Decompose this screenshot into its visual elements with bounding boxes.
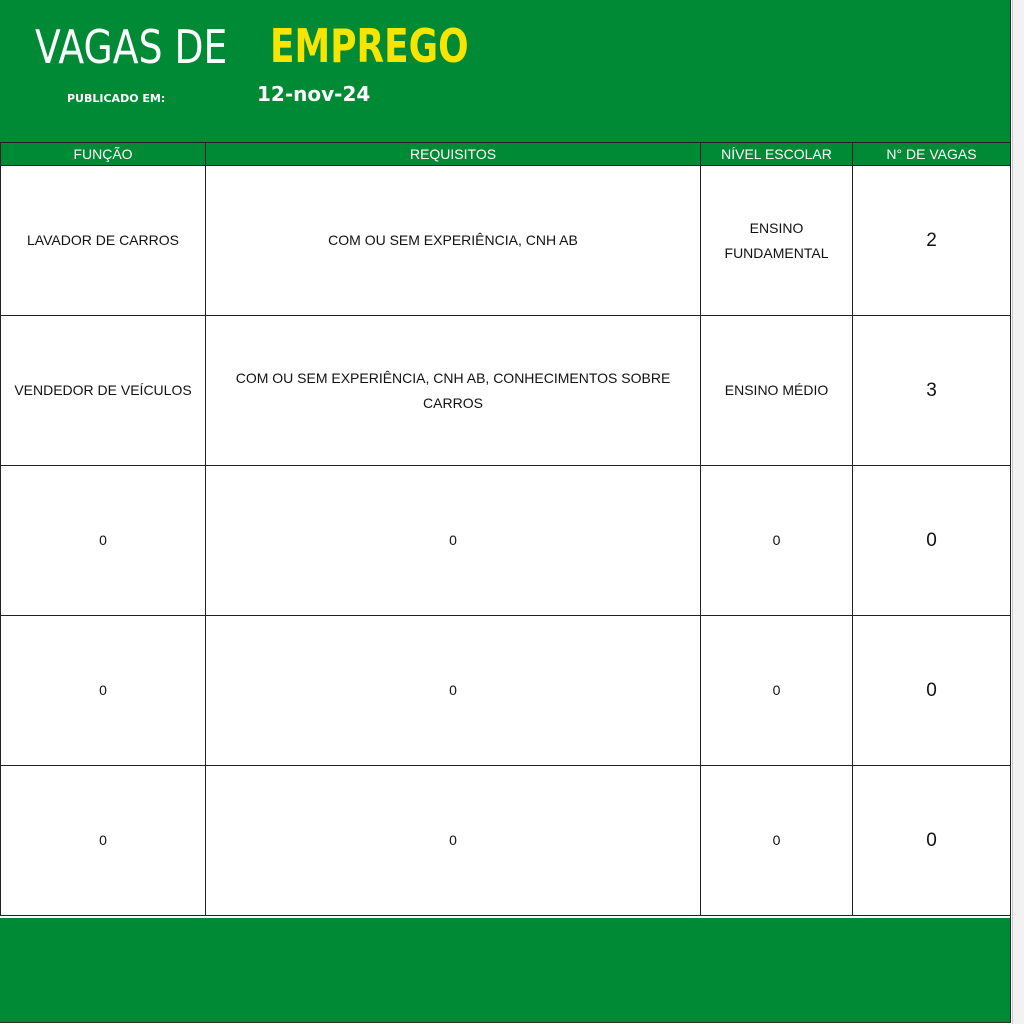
cell-vagas: 0 bbox=[853, 466, 1011, 616]
table-row bbox=[1, 466, 1011, 616]
cell-funcao: 0 bbox=[1, 616, 206, 766]
header-banner bbox=[0, 0, 1010, 142]
cell-nivel-escolar: 0 bbox=[701, 616, 853, 766]
table-row bbox=[1, 766, 1011, 916]
footer-banner bbox=[0, 918, 1010, 1022]
column-header-nivel-escolar: NÍVEL ESCOLAR bbox=[701, 143, 853, 166]
cell-funcao: 0 bbox=[1, 466, 206, 616]
published-label: PUBLICADO EM: bbox=[67, 92, 166, 105]
column-header-requisitos: REQUISITOS bbox=[206, 143, 701, 166]
table-row bbox=[1, 166, 1011, 316]
title-vagas-de: VAGAS DE bbox=[35, 20, 228, 74]
cell-nivel-escolar: ENSINO MÉDIO bbox=[701, 316, 853, 466]
jobs-table bbox=[0, 142, 1011, 916]
cell-funcao: VENDEDOR DE VEÍCULOS bbox=[1, 316, 206, 466]
cell-requisitos: 0 bbox=[206, 466, 701, 616]
cell-nivel-escolar: 0 bbox=[701, 466, 853, 616]
cell-nivel-escolar: 0 bbox=[701, 766, 853, 916]
published-date: 12-nov-24 bbox=[257, 82, 371, 106]
column-header-funcao: FUNÇÃO bbox=[1, 143, 206, 166]
column-header-vagas: N° DE VAGAS bbox=[853, 143, 1011, 166]
cell-vagas: 0 bbox=[853, 616, 1011, 766]
table-row bbox=[1, 616, 1011, 766]
cell-funcao: 0 bbox=[1, 766, 206, 916]
cell-vagas: 0 bbox=[853, 766, 1011, 916]
page-edge-strip bbox=[1012, 0, 1024, 1024]
cell-requisitos: COM OU SEM EXPERIÊNCIA, CNH AB bbox=[206, 166, 701, 316]
table-header-row bbox=[1, 143, 1011, 166]
cell-requisitos: 0 bbox=[206, 766, 701, 916]
cell-nivel-escolar: ENSINO FUNDAMENTAL bbox=[701, 166, 853, 316]
cell-vagas: 2 bbox=[853, 166, 1011, 316]
cell-funcao: LAVADOR DE CARROS bbox=[1, 166, 206, 316]
cell-requisitos: COM OU SEM EXPERIÊNCIA, CNH AB, CONHECIMENTOS SOBRE CARROS bbox=[206, 316, 701, 466]
cell-requisitos: 0 bbox=[206, 616, 701, 766]
table-row bbox=[1, 316, 1011, 466]
title-emprego: EMPREGO bbox=[270, 19, 469, 73]
cell-vagas: 3 bbox=[853, 316, 1011, 466]
